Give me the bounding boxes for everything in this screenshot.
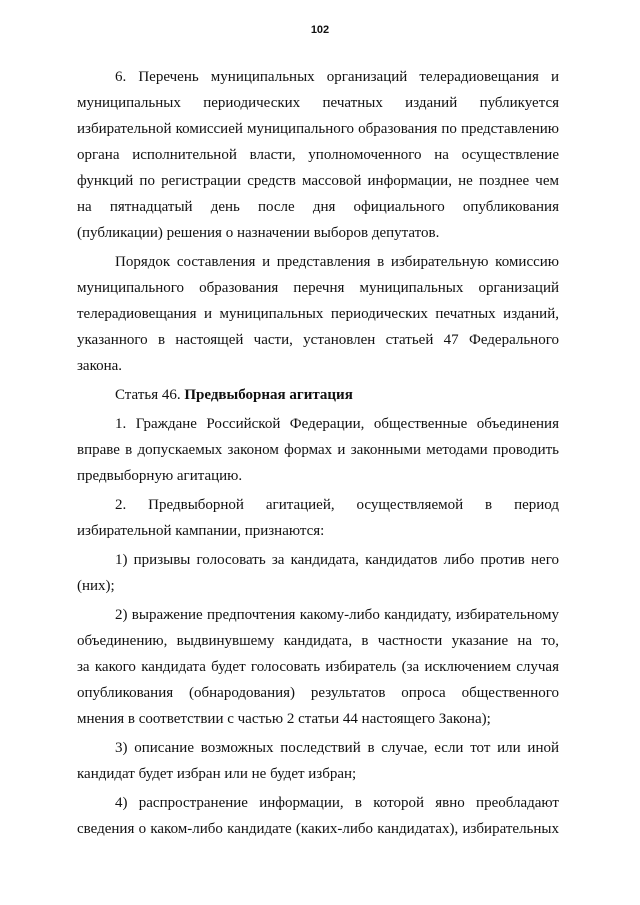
article-heading [77, 382, 559, 408]
article-number: Статья 46. [115, 387, 185, 403]
text-line: 6. Перечень муниципальных организаций телерадиовещания и [115, 69, 559, 85]
text-line: опубликования (обнародования) результатов опроса общественного [77, 685, 559, 701]
text-line: органа исполнительной власти, уполномоченного на осуществление [77, 147, 559, 163]
text-line: на пятнадцатый день после дня официального опубликования [77, 199, 559, 215]
text-line: за какого кандидата будет голосовать избиратель (за исключением случая [77, 659, 559, 675]
text-line: (них); [77, 578, 115, 594]
page-number: 102 [310, 24, 330, 36]
text-line: объединению, выдвинувшему кандидата, в частности указание на то, [77, 633, 559, 649]
article-title: Предвыборная агитация [184, 387, 353, 403]
text-line: 1. Граждане Российской Федерации, общественные объединения [115, 416, 559, 432]
text-line: 4) распространение информации, в которой явно преобладают [115, 795, 559, 811]
text-line: вправе в допускаемых законом формах и законными методами проводить [77, 442, 559, 458]
text-line: 1) призывы голосовать за кандидата, кандидатов либо против него [115, 552, 559, 568]
text-line: 2) выражение предпочтения какому-либо кандидату, избирательному [115, 607, 559, 623]
document-body [77, 64, 559, 842]
text-line: телерадиовещания и муниципальных периодических печатных изданий, [77, 306, 559, 322]
text-line: муниципального образования перечня муниципальных организаций [77, 280, 559, 296]
text-line: муниципальных периодических печатных изданий публикуется [77, 95, 559, 111]
text-line: избирательной комиссией муниципального образования по представлению [77, 121, 559, 137]
text-line: указанного в настоящей части, установлен статьей 47 Федерального [77, 332, 559, 348]
text-line: предвыборную агитацию. [77, 468, 243, 484]
text-line: Порядок составления и представления в избирательную комиссию [115, 254, 559, 270]
text-line: избирательной кампании, признаются: [77, 523, 325, 539]
text-line: закона. [77, 358, 123, 374]
text-line: кандидат будет избран или не будет избран; [77, 766, 357, 782]
text-line: мнения в соответствии с частью 2 статьи 44 настоящего Закона); [77, 711, 491, 727]
text-line: сведения о каком-либо кандидате (каких-либо кандидатах), избирательных [77, 821, 559, 837]
text-line: 3) описание возможных последствий в случае, если тот или иной [115, 740, 559, 756]
text-line: (публикации) решения о назначении выборов депутатов. [77, 225, 440, 241]
text-line: функций по регистрации средств массовой информации, не позднее чем [77, 173, 559, 189]
text-line: 2. Предвыборной агитацией, осуществляемой в период [115, 497, 559, 513]
